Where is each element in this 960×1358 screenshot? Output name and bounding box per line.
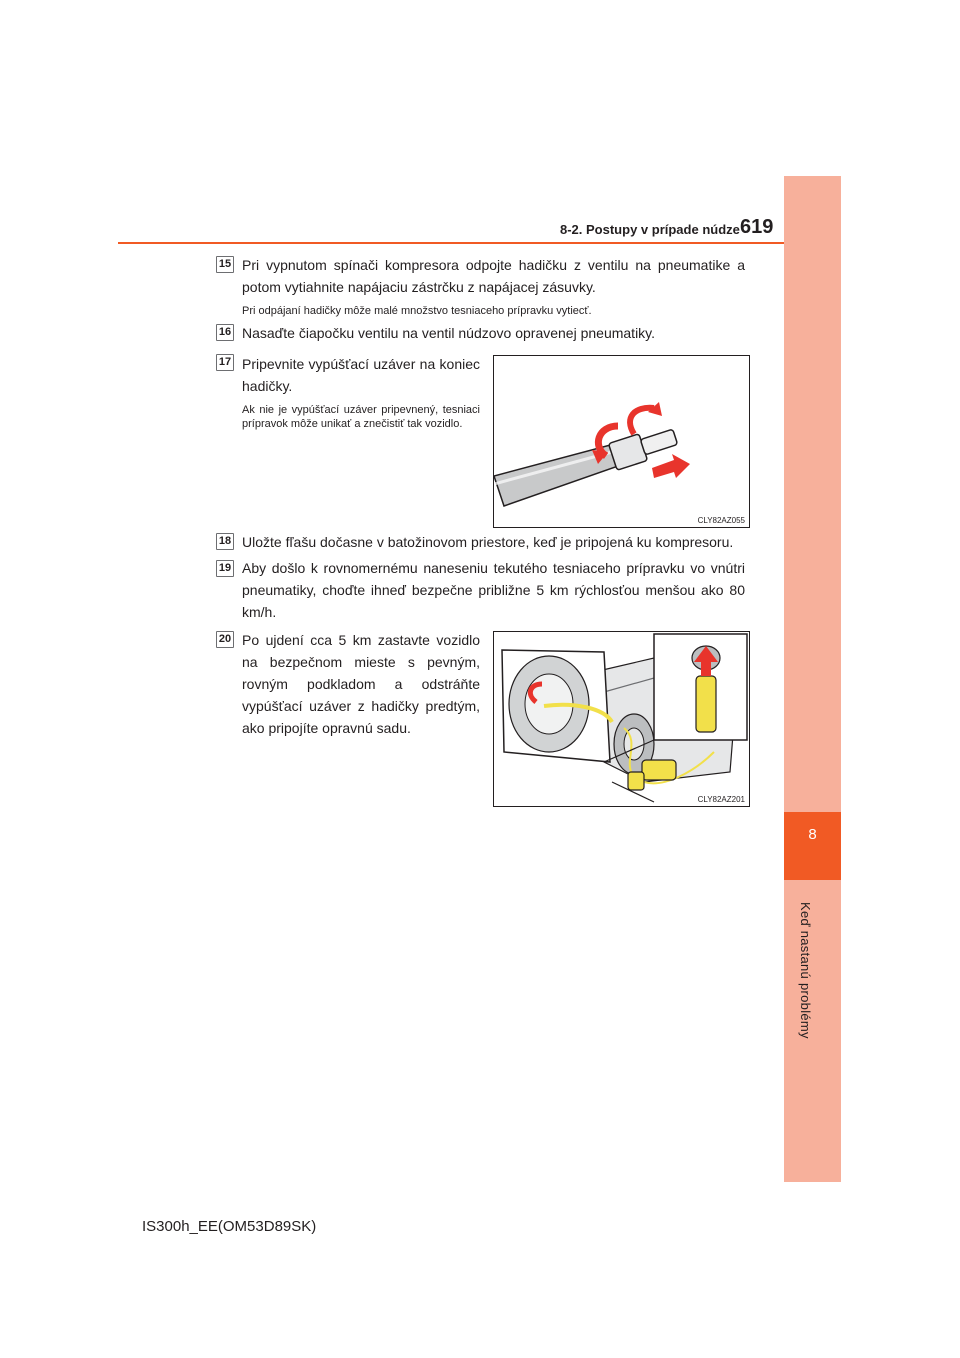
page-number: 619	[740, 216, 774, 238]
step-17-note: Ak nie je vypúšťací uzáver pripevnený, tesniaci prípravok môže unikať a znečistiť tak vozidlo.	[242, 404, 480, 430]
figure-code: CLY82AZ201	[697, 795, 745, 804]
step-badge-20: 20	[216, 631, 234, 648]
step-badge-17: 17	[216, 354, 234, 371]
car-repair-kit-illustration	[494, 632, 749, 806]
hose-drain-cap-illustration	[494, 356, 749, 527]
step-badge-15: 15	[216, 256, 234, 273]
step-badge-19: 19	[216, 560, 234, 577]
figure-code: CLY82AZ055	[697, 516, 745, 525]
step-16-text: Nasaďte čiapočku ventilu na ventil núdzovo opravenej pneumatiky.	[242, 325, 656, 341]
chapter-number: 8	[808, 826, 817, 843]
step-badge-18: 18	[216, 533, 234, 550]
step-19-text: Aby došlo k rovnomernému naneseniu tekutého tesniaceho prípravku vo vnútri pneumatiky, choďte ihneď bezpečne približne 5 km rýchlosťou menšou ako 80 km/h.	[242, 560, 745, 620]
step-15-text: Pri vypnutom spínači kompresora odpojte hadičku z ventilu na pneumatike a potom vytiahnite napájaciu zástrčku z napájacej zásuvky.	[242, 257, 745, 295]
chapter-active-marker	[784, 812, 841, 880]
footer-model-code: IS300h_EE(OM53D89SK)	[142, 1218, 317, 1235]
figure-hose-drain-cap	[493, 355, 750, 528]
header-section-title: 8-2. Postupy v prípade núdze	[560, 222, 740, 237]
step-20-text: Po ujdení cca 5 km zastavte vozidlo na bezpečnom mieste s pevným, rovným podkladom a odstráňte vypúšťací uzáver z hadičky predtým, ako pripojíte opravnú sadu.	[242, 632, 480, 736]
step-15-note: Pri odpájaní hadičky môže malé množstvo tesniaceho prípravku vytiecť.	[242, 305, 592, 317]
step-18-text: Uložte fľašu dočasne v batožinovom priestore, keď je pripojená ku kompresoru.	[242, 534, 734, 550]
header-divider	[118, 242, 784, 244]
figure-car-repair-kit	[493, 631, 750, 807]
chapter-title: Keď nastanú problémy	[798, 902, 813, 1039]
step-badge-16: 16	[216, 324, 234, 341]
step-17-text: Pripevnite vypúšťací uzáver na koniec hadičky.	[242, 356, 480, 394]
